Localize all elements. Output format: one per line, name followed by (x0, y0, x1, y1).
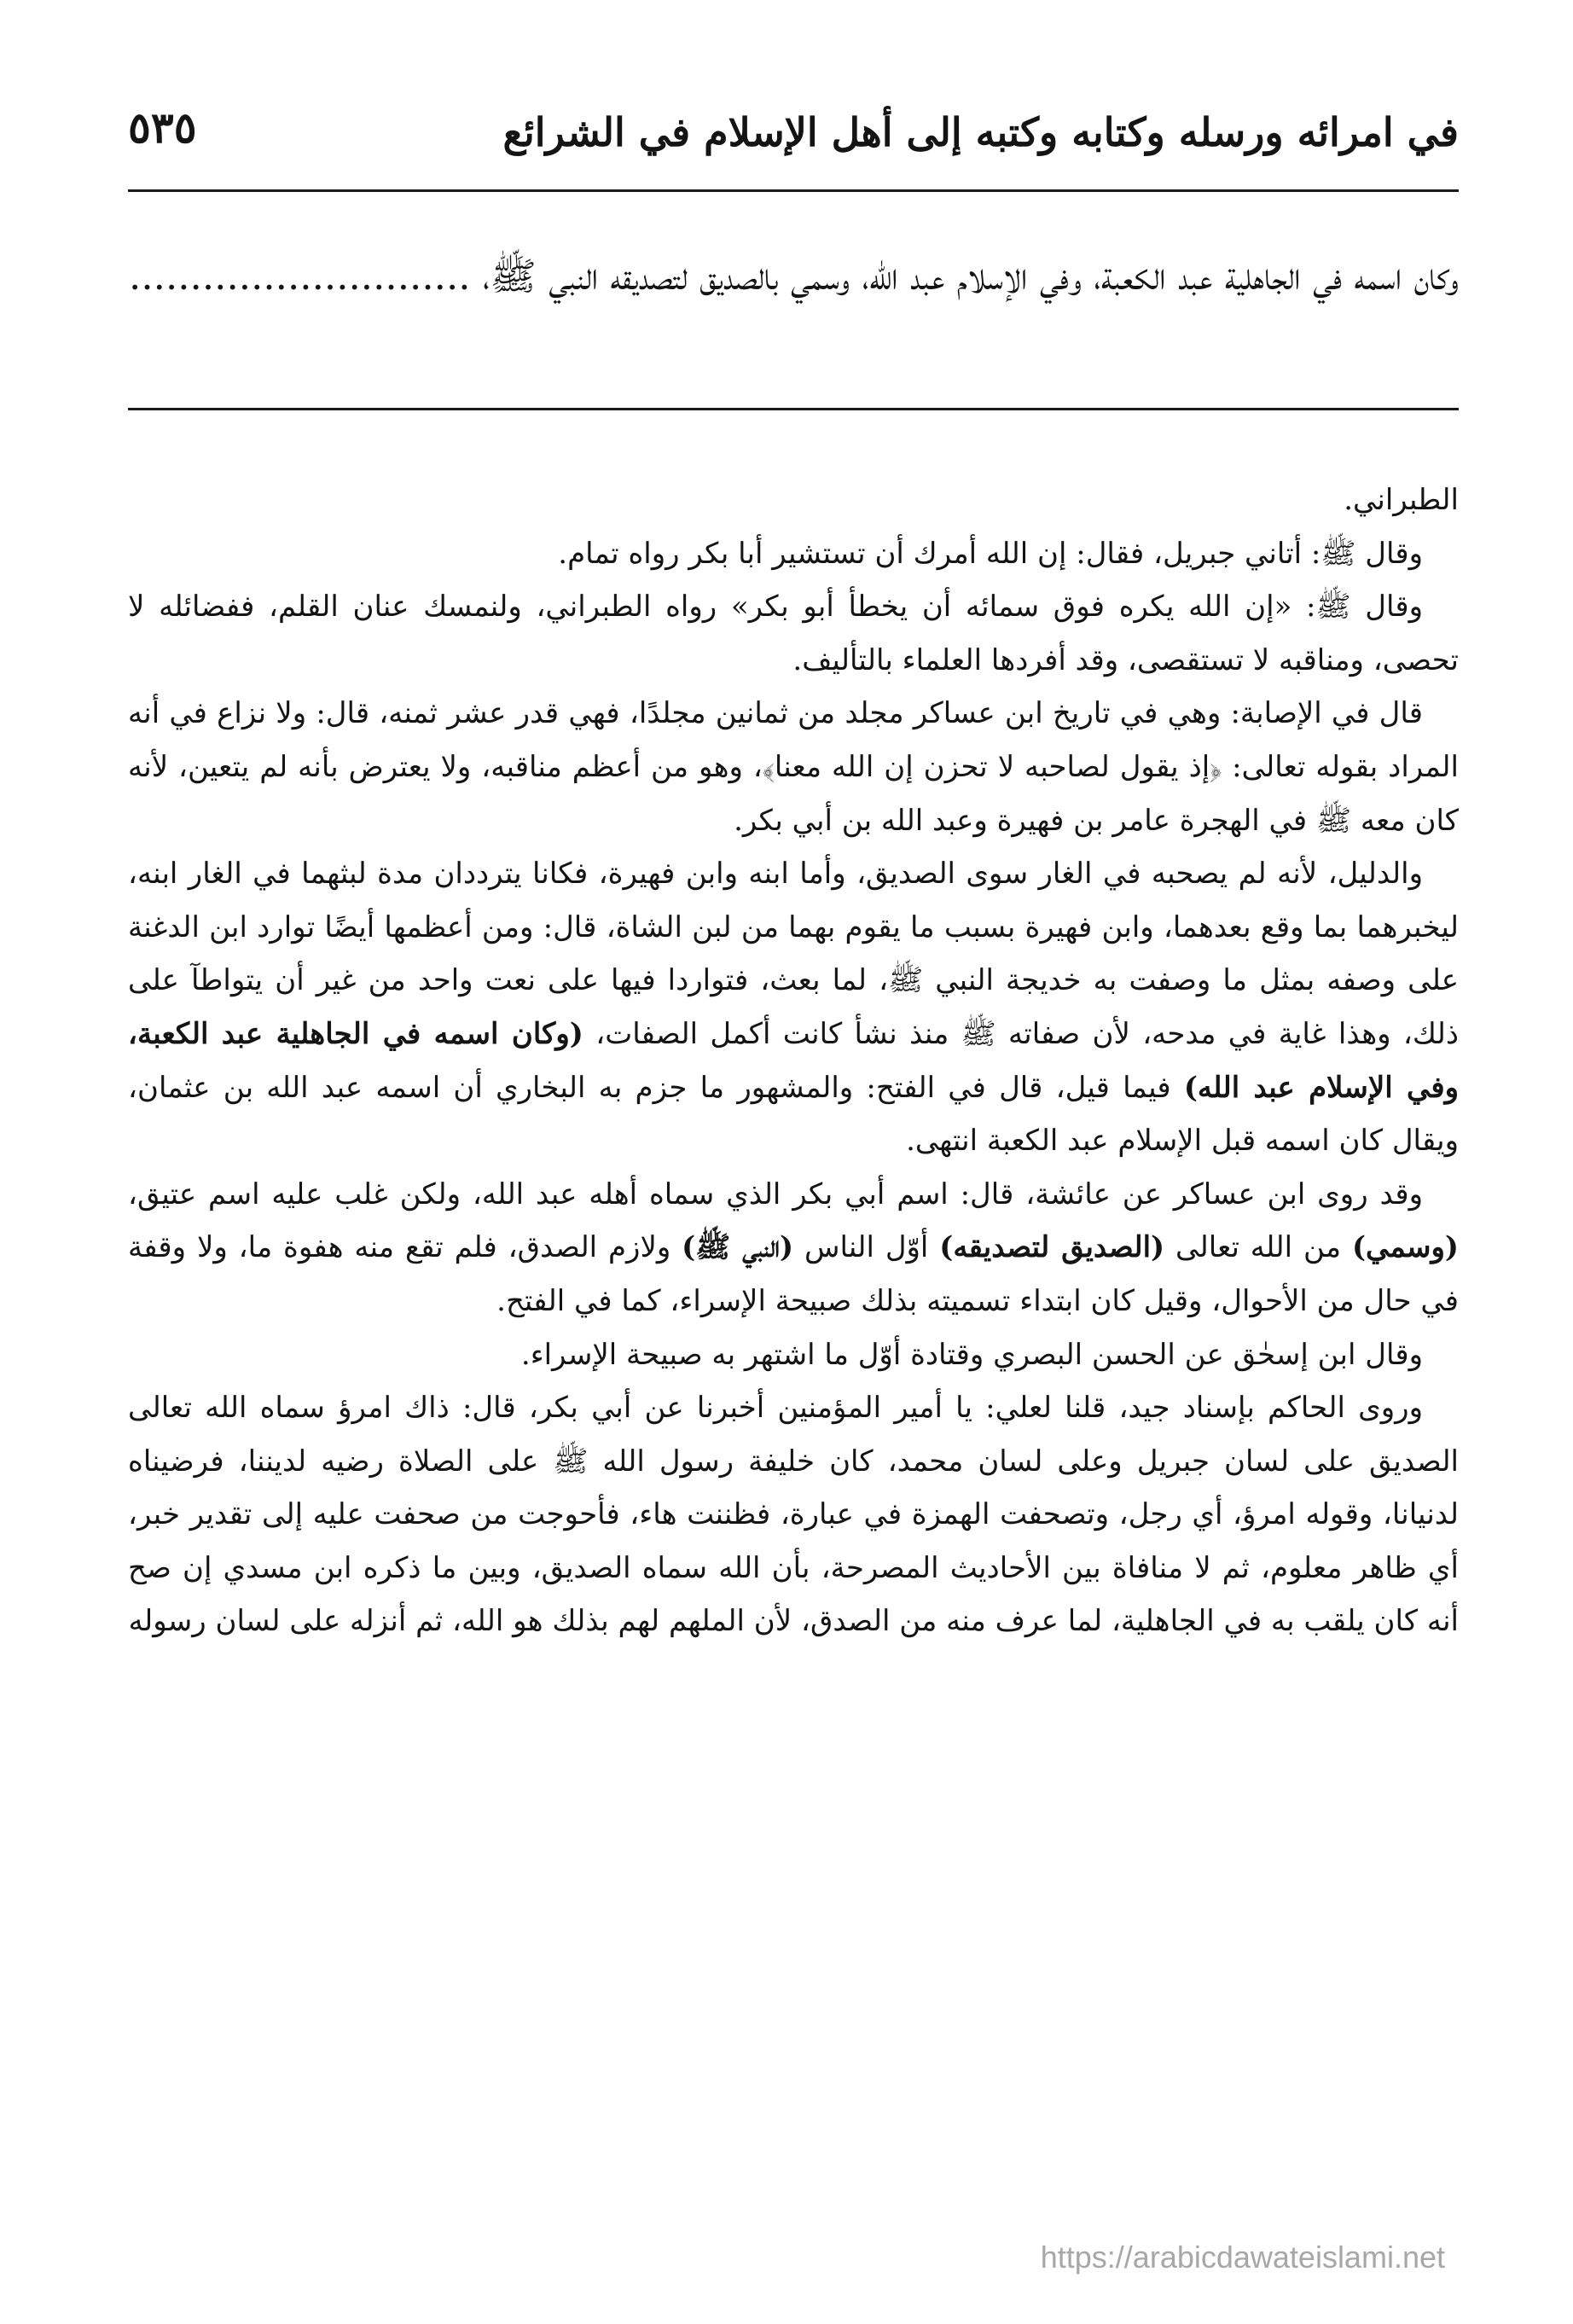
commentary-text: أوّل الناس (804, 1230, 929, 1265)
main-text-block (128, 239, 1459, 314)
commentary-text: وقد روى ابن عساكر عن عائشة، قال: اسم أبي بكر الذي سماه أهله عبد الله، ولكن غلب عليه اسم عتيق، (128, 1177, 1423, 1211)
main-text-line (128, 239, 1459, 314)
website-watermark: https://arabicdawateislami.net (1040, 2240, 1445, 2275)
commentary-paragraph-8: وروى الحاكم بإسناد جيد، قلنا لعلي: يا أمير المؤمنين أخبرنا عن أبي بكر، قال: ذاك امرؤ سماه الله تعالى الصديق على لسان جبريل وعلى لسان محمد، كان خليفة رسول الله ﷺ على الصلاة رضيه لديننا، فرضيناه لدنيانا، وقوله امرؤ، أي رجل، وتصحفت الهمزة في عبارة، فظننت هاء، فأحوجت من صحفت عليه إلى تقدير خبر، أي ظاهر معلوم، ثم لا منافاة بين الأحاديث المصرحة، بأن الله سماه الصديق، وبين ما ذكره ابن مسدي إن صح أنه كان يلقب به في الجاهلية، لما عرف منه من الصدق، لأن الملهم لهم بذلك هو الله، ثم أنزله على لسان رسوله (128, 1391, 1459, 1639)
commentary-text: ولازم الصدق، فلم تقع منه هفوة ما، ولا وقفة في حال من الأحوال، وقيل كان ابتداء تسميته بذلك صبيحة الإسراء، كما في الفتح. (128, 1230, 1459, 1318)
header-rule (128, 189, 1459, 192)
quoted-main-text: (وسمي) (1351, 1230, 1460, 1265)
commentary-text: من الله تعالى (1175, 1230, 1342, 1265)
quoted-main-text: (وكان اسمه في الجاهلية عبد الكعبة، وفي الإسلام عبد الله) (128, 1016, 1459, 1105)
page-header (128, 102, 1459, 183)
commentary-paragraph-4: قال في الإصابة: وهي في تاريخ ابن عساكر مجلد من ثمانين مجلدًا، فهي قدر عشر ثمنه، قال: ولا نزاع في أنه المراد بقوله تعالى: ﴿إذ يقول لصاحبه لا تحزن إن الله معنا﴾، وهو من أعظم مناقبه، ولا يعترض بأنه لم يتعين، لأنه كان معه ﷺ في الهجرة عامر بن فهيرة وعبد الله بن أبي بكر. (128, 696, 1459, 838)
quoted-main-text: (الصديق لتصديقه) (939, 1230, 1165, 1265)
running-title: في امرائه ورسله وكتابه وكتبه إلى أهل الإسلام في الشرائع (502, 109, 1459, 155)
commentary-block (128, 474, 1459, 1648)
ellipsis-dots: ............................ (129, 253, 471, 299)
commentary-paragraph-2: وقال ﷺ: أتاني جبريل، فقال: إن الله أمرك أن تستشير أبا بكر رواه تمام. (558, 536, 1423, 571)
page-number: ٥٣٥ (128, 102, 197, 153)
main-text-divider (128, 408, 1459, 410)
commentary-paragraph-1: الطبراني. (1344, 483, 1459, 517)
commentary-text: والدليل، لأنه لم يصحبه في الغار سوى الصديق، وأما ابنه وابن فهيرة، فكانا يترددان مدة لبثهما في الغار ابنه، ليخبرهما بما وقع بعدهما، وابن فهيرة بسبب ما يقوم بهما من لبن الشاة، قال: ومن أعظمها أيضًا توارد ابن الدغنة على وصفه بمثل ما وصفت به خديجة النبي ﷺ، لما بعث، فتواردا فيها على نعت واحد من غير أن يتواطآ على ذلك، وهذا غاية في مدحه، لأن صفاته ﷺ منذ نشأ كانت أكمل الصفات، (128, 857, 1460, 1051)
commentary-paragraph-7: وقال ابن إسحٰق عن الحسن البصري وقتادة أوّل ما اشتهر به صبيحة الإسراء. (520, 1337, 1423, 1372)
commentary-text: فيما قيل، قال في الفتح: والمشهور ما جزم به البخاري أن اسمه عبد الله بن عثمان، ويقال كان اسمه قبل الإسلام عبد الكعبة انتهى. (128, 1070, 1459, 1159)
commentary-paragraph-3: وقال ﷺ: «إن الله يكره فوق سمائه أن يخطأ أبو بكر» رواه الطبراني، ولنمسك عنان القلم، ففضائله لا تحصى، ومناقبه لا تستقصى، وقد أفردها العلماء بالتأليف. (128, 590, 1459, 677)
quoted-main-text: (النبي ﷺ) (682, 1230, 794, 1265)
main-text: وكان اسمه في الجاهلية عبد الكعبة، وفي الإسلام عبد الله، وسمي بالصديق لتصديقه النبي ﷺ، (482, 253, 1459, 299)
commentary-paragraph-5 (128, 847, 1459, 1168)
commentary-paragraph-6 (128, 1168, 1459, 1328)
